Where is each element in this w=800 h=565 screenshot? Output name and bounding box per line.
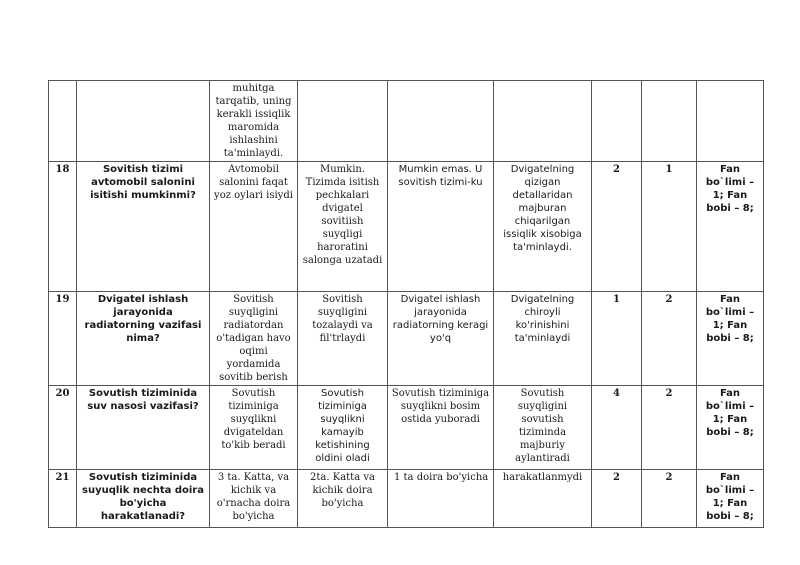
cell-num bbox=[49, 81, 77, 162]
cell-answer-c: Dvigatel ishlash jarayonida radiatorning keragi yo'q bbox=[388, 292, 494, 386]
cell-answer-b: 2ta. Katta va kichik doira bo'yicha bbox=[298, 470, 388, 528]
cell-key-2: 1 bbox=[642, 162, 697, 292]
cell-question bbox=[77, 81, 210, 162]
cell-key-1: 2 bbox=[592, 162, 642, 292]
cell-question: Sovitish tizimi avtomobil salonini isitishi mumkinmi? bbox=[77, 162, 210, 292]
cell-answer-a: Avtomobil salonini faqat yoz oylari isiydi bbox=[210, 162, 298, 292]
cell-answer-d: harakatlanmydi bbox=[494, 470, 592, 528]
cell-key-1: 1 bbox=[592, 292, 642, 386]
cell-key-1: 2 bbox=[592, 470, 642, 528]
cell-answer-b bbox=[298, 81, 388, 162]
cell-topic: Fan bo`limi – 1; Fan bobi – 8; bbox=[697, 386, 764, 470]
cell-answer-d: Dvigatelning qizigan detallaridan majburan chiqarilgan issiqlik xisobiga ta'minlaydi. bbox=[494, 162, 592, 292]
cell-num: 18 bbox=[49, 162, 77, 292]
cell-answer-d: Dvigatelning chiroyli ko'rinishini ta'minlaydi bbox=[494, 292, 592, 386]
cell-answer-b: Sovutish tiziminiga suyqlikni kamayib ketishining oldini oladi bbox=[298, 386, 388, 470]
cell-answer-b: Sovitish suyqligini tozalaydi va fil'trlaydi bbox=[298, 292, 388, 386]
cell-question: Sovutish tiziminida suv nasosi vazifasi? bbox=[77, 386, 210, 470]
cell-answer-d: Sovutish suyqligini sovutish tiziminda majburiy aylantiradi bbox=[494, 386, 592, 470]
cell-answer-a: muhitga tarqatib, uning kerakli issiqlik maromida ishlashini ta'minlaydi. bbox=[210, 81, 298, 162]
cell-key-2: 2 bbox=[642, 386, 697, 470]
cell-key-2: 2 bbox=[642, 292, 697, 386]
cell-topic bbox=[697, 81, 764, 162]
cell-num: 21 bbox=[49, 470, 77, 528]
cell-answer-b: Mumkin. Tizimda isitish pechkalari dvigatel sovitiish suyqligi haroratini salonga uzatadi bbox=[298, 162, 388, 292]
cell-question: Dvigatel ishlash jarayonida radiatorning vazifasi nima? bbox=[77, 292, 210, 386]
cell-topic: Fan bo`limi – 1; Fan bobi – 8; bbox=[697, 470, 764, 528]
cell-topic: Fan bo`limi – 1; Fan bobi – 8; bbox=[697, 292, 764, 386]
cell-key-2: 2 bbox=[642, 470, 697, 528]
cell-answer-c: Mumkin emas. U sovitish tizimi-ku bbox=[388, 162, 494, 292]
cell-answer-d bbox=[494, 81, 592, 162]
table-row bbox=[49, 386, 764, 470]
cell-topic: Fan bo`limi – 1; Fan bobi – 8; bbox=[697, 162, 764, 292]
cell-question: Sovutish tiziminida suyuqlik nechta doira bo'yicha harakatlanadi? bbox=[77, 470, 210, 528]
table-row bbox=[49, 470, 764, 528]
cell-key-1 bbox=[592, 81, 642, 162]
table-row bbox=[49, 162, 764, 292]
cell-answer-c: 1 ta doira bo'yicha bbox=[388, 470, 494, 528]
table-row bbox=[49, 292, 764, 386]
questions-table bbox=[48, 80, 764, 528]
cell-key-2 bbox=[642, 81, 697, 162]
cell-answer-a: 3 ta. Katta, va kichik va o'rnacha doira bo'yicha bbox=[210, 470, 298, 528]
cell-answer-c bbox=[388, 81, 494, 162]
cell-answer-c: Sovutish tiziminiga suyqlikni bosim ostida yuboradi bbox=[388, 386, 494, 470]
cell-answer-a: Sovitish suyqligini radiatordan o'tadigan havo oqimi yordamida sovitib berish bbox=[210, 292, 298, 386]
table-row bbox=[49, 81, 764, 162]
cell-key-1: 4 bbox=[592, 386, 642, 470]
cell-answer-a: Sovutish tiziminiga suyqlikni dvigateldan to'kib beradi bbox=[210, 386, 298, 470]
cell-num: 19 bbox=[49, 292, 77, 386]
cell-num: 20 bbox=[49, 386, 77, 470]
